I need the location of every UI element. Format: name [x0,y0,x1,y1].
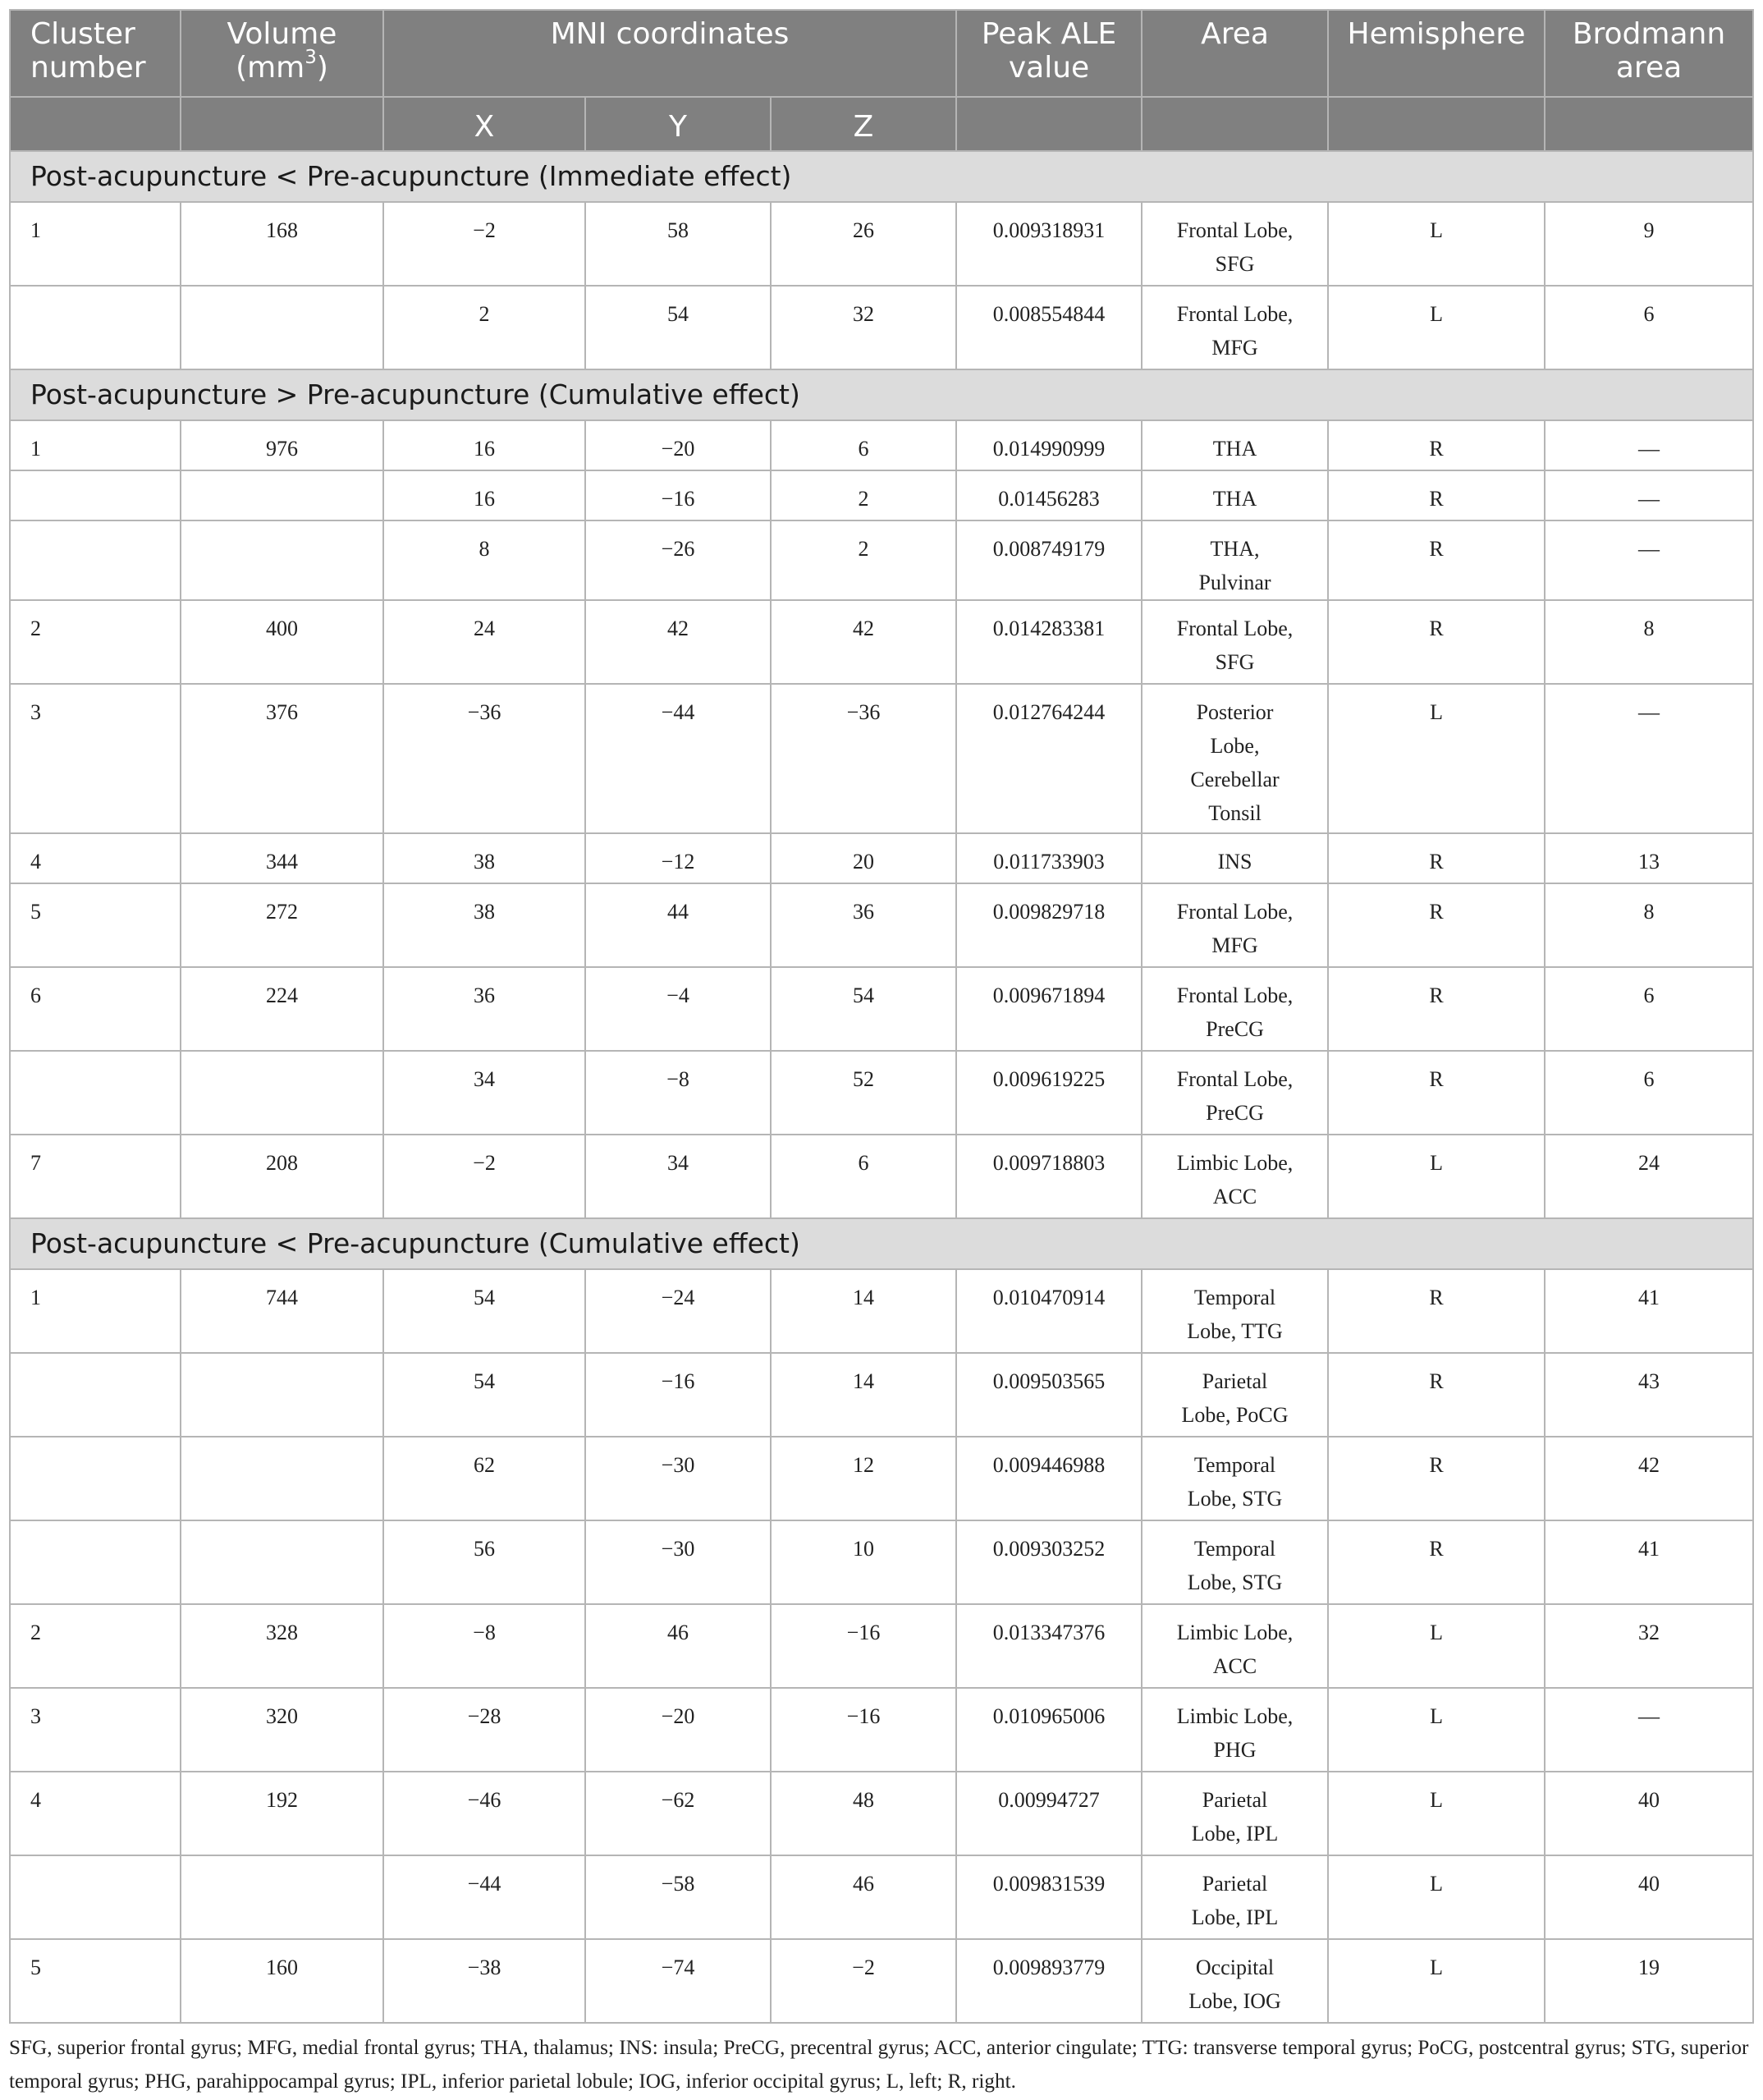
cell-hemisphere: R [1328,600,1545,684]
table-row [10,1772,1753,1855]
table-row [10,420,1753,470]
cell-volume [181,1353,383,1437]
cell-hemisphere: R [1328,1269,1545,1353]
table-row [10,600,1753,684]
cell-peak-ale: 0.010470914 [956,1269,1142,1353]
cell-area: Temporal Lobe, STG [1142,1520,1328,1604]
cell-area: Limbic Lobe, PHG [1142,1688,1328,1772]
header-blank-cell [1142,97,1328,151]
cell-volume: 344 [181,833,383,883]
cell-y: 44 [585,883,771,967]
cell-cluster-number: 2 [10,600,181,684]
cell-z: 2 [771,470,956,520]
cell-area: Frontal Lobe, SFG [1142,600,1328,684]
cell-x: 38 [383,883,585,967]
cell-volume [181,1051,383,1135]
cell-hemisphere: L [1328,1772,1545,1855]
table-row [10,1604,1753,1688]
cell-area: THA [1142,470,1328,520]
section-header-row [10,369,1753,420]
cell-cluster-number: 3 [10,1688,181,1772]
cell-hemisphere: R [1328,967,1545,1051]
cell-brodmann-area: 8 [1545,883,1753,967]
cell-hemisphere: R [1328,470,1545,520]
section-header-row [10,1218,1753,1269]
cell-y: −8 [585,1051,771,1135]
cell-peak-ale: 0.009318931 [956,202,1142,286]
cell-peak-ale: 0.009619225 [956,1051,1142,1135]
header-volume-close: ) [316,51,328,85]
cell-z: −16 [771,1688,956,1772]
cell-volume: 744 [181,1269,383,1353]
cell-peak-ale: 0.011733903 [956,833,1142,883]
cell-brodmann-area: 32 [1545,1604,1753,1688]
header-area: Area [1142,10,1328,97]
cell-y: −20 [585,420,771,470]
cell-x: −36 [383,684,585,833]
cell-z: 42 [771,600,956,684]
cell-brodmann-area: 13 [1545,833,1753,883]
cell-z: −36 [771,684,956,833]
table-row [10,520,1753,600]
cell-peak-ale: 0.014990999 [956,420,1142,470]
cell-area: Parietal Lobe, IPL [1142,1855,1328,1939]
cell-brodmann-area: 6 [1545,286,1753,369]
cell-peak-ale: 0.009303252 [956,1520,1142,1604]
table-row [10,1353,1753,1437]
cell-z: 36 [771,883,956,967]
cell-y: −12 [585,833,771,883]
cell-z: 48 [771,1772,956,1855]
cell-brodmann-area: 43 [1545,1353,1753,1437]
cell-z: 2 [771,520,956,600]
cell-volume [181,470,383,520]
cell-peak-ale: 0.013347376 [956,1604,1142,1688]
cell-hemisphere: L [1328,202,1545,286]
cell-peak-ale: 0.009446988 [956,1437,1142,1520]
header-x: X [383,97,585,151]
cell-y: −20 [585,1688,771,1772]
cell-peak-ale: 0.009831539 [956,1855,1142,1939]
cell-x: −46 [383,1772,585,1855]
cell-brodmann-area: 41 [1545,1269,1753,1353]
cell-area: Parietal Lobe, IPL [1142,1772,1328,1855]
cell-brodmann-area: 6 [1545,1051,1753,1135]
results-table-container [9,9,1752,2024]
cell-volume: 376 [181,684,383,833]
cell-area: Limbic Lobe, ACC [1142,1135,1328,1218]
cell-volume: 328 [181,1604,383,1688]
cell-cluster-number [10,470,181,520]
cell-z: −2 [771,1939,956,2023]
header-volume-label: Volume (mm [227,17,337,85]
cell-brodmann-area: — [1545,520,1753,600]
cell-brodmann-area: 40 [1545,1772,1753,1855]
cell-area: Posterior Lobe, Cerebellar Tonsil [1142,684,1328,833]
cell-x: 2 [383,286,585,369]
cell-peak-ale: 0.010965006 [956,1688,1142,1772]
header-blank-cell [1328,97,1545,151]
cell-z: 14 [771,1353,956,1437]
table-row [10,684,1753,833]
header-blank-cell [10,97,181,151]
cell-y: 54 [585,286,771,369]
cell-area: Limbic Lobe, ACC [1142,1604,1328,1688]
cell-peak-ale: 0.009503565 [956,1353,1142,1437]
cell-x: 24 [383,600,585,684]
table-row [10,1520,1753,1604]
cell-cluster-number: 5 [10,883,181,967]
cell-volume: 168 [181,202,383,286]
cell-volume [181,286,383,369]
cell-hemisphere: R [1328,1051,1545,1135]
cell-cluster-number: 3 [10,684,181,833]
table-row [10,1855,1753,1939]
table-row [10,470,1753,520]
cell-brodmann-area: 40 [1545,1855,1753,1939]
cell-hemisphere: L [1328,684,1545,833]
cell-brodmann-area: — [1545,470,1753,520]
cell-z: −16 [771,1604,956,1688]
cell-x: 38 [383,833,585,883]
cell-area: Temporal Lobe, STG [1142,1437,1328,1520]
cell-peak-ale: 0.009671894 [956,967,1142,1051]
cell-y: −58 [585,1855,771,1939]
cell-x: 54 [383,1353,585,1437]
cell-volume: 224 [181,967,383,1051]
table-body [10,151,1753,2023]
header-mni-coordinates: MNI coordinates [383,10,956,97]
cell-brodmann-area: 19 [1545,1939,1753,2023]
cell-volume: 976 [181,420,383,470]
header-y: Y [585,97,771,151]
section-header-row [10,151,1753,202]
cell-volume [181,1520,383,1604]
cell-hemisphere: L [1328,1688,1545,1772]
header-cluster-number: Cluster number [10,10,181,97]
cell-y: 58 [585,202,771,286]
cell-cluster-number: 1 [10,420,181,470]
header-blank-cell [181,97,383,151]
cell-z: 32 [771,286,956,369]
cell-volume: 272 [181,883,383,967]
cell-volume [181,1855,383,1939]
cell-hemisphere: L [1328,1135,1545,1218]
cell-x: −2 [383,1135,585,1218]
cell-y: −74 [585,1939,771,2023]
cell-x: −2 [383,202,585,286]
cell-peak-ale: 0.01456283 [956,470,1142,520]
cell-cluster-number: 1 [10,202,181,286]
cell-cluster-number [10,1520,181,1604]
cell-peak-ale: 0.008749179 [956,520,1142,600]
cell-peak-ale: 0.009718803 [956,1135,1142,1218]
cell-area: Frontal Lobe, MFG [1142,286,1328,369]
cell-cluster-number [10,1051,181,1135]
cell-brodmann-area: 6 [1545,967,1753,1051]
cell-area: INS [1142,833,1328,883]
table-row [10,286,1753,369]
table-row [10,833,1753,883]
header-peak-ale: Peak ALE value [956,10,1142,97]
cell-area: Temporal Lobe, TTG [1142,1269,1328,1353]
cell-brodmann-area: 9 [1545,202,1753,286]
cell-x: 16 [383,420,585,470]
cell-area: Frontal Lobe, SFG [1142,202,1328,286]
cell-x: −8 [383,1604,585,1688]
cell-brodmann-area: 24 [1545,1135,1753,1218]
cell-brodmann-area: — [1545,420,1753,470]
section-title: Post-acupuncture < Pre-acupuncture (Immediate effect) [10,151,1753,202]
cell-x: 8 [383,520,585,600]
cell-area: Occipital Lobe, IOG [1142,1939,1328,2023]
cell-peak-ale: 0.00994727 [956,1772,1142,1855]
cell-z: 12 [771,1437,956,1520]
cell-y: −30 [585,1437,771,1520]
cell-x: 62 [383,1437,585,1520]
cell-area: Frontal Lobe, PreCG [1142,967,1328,1051]
cell-x: −44 [383,1855,585,1939]
cell-hemisphere: L [1328,1855,1545,1939]
header-volume [181,10,383,97]
cell-cluster-number [10,1353,181,1437]
table-footnote: SFG, superior frontal gyrus; MFG, medial frontal gyrus; THA, thalamus; INS: insula; PreCG, precentral gyrus; ACC, anterior cingulate; TTG: transverse temporal gyrus; PoCG, postcentral gyrus; STG, superior temporal gyrus; PHG, parahippocampal gyrus; IPL, inferior parietal lobule; IOG, inferior occipital gyrus; L, left; R, right. [9,2037,1749,2093]
cell-cluster-number [10,286,181,369]
cell-cluster-number [10,520,181,600]
cell-area: THA [1142,420,1328,470]
cell-y: −30 [585,1520,771,1604]
cell-x: 56 [383,1520,585,1604]
section-title: Post-acupuncture < Pre-acupuncture (Cumulative effect) [10,1218,1753,1269]
cell-peak-ale: 0.009893779 [956,1939,1142,2023]
cell-cluster-number: 2 [10,1604,181,1688]
header-volume-superscript: 3 [305,47,317,68]
cell-volume: 208 [181,1135,383,1218]
cell-y: −24 [585,1269,771,1353]
cell-peak-ale: 0.008554844 [956,286,1142,369]
table-row [10,1051,1753,1135]
cell-hemisphere: R [1328,1437,1545,1520]
cell-cluster-number: 1 [10,1269,181,1353]
cell-cluster-number [10,1437,181,1520]
header-brodmann-area: Brodmann area [1545,10,1753,97]
section-title: Post-acupuncture > Pre-acupuncture (Cumulative effect) [10,369,1753,420]
cell-y: −26 [585,520,771,600]
cell-z: 6 [771,420,956,470]
cell-area: Frontal Lobe, PreCG [1142,1051,1328,1135]
table-row [10,202,1753,286]
cell-x: 34 [383,1051,585,1135]
cell-volume: 160 [181,1939,383,2023]
cell-y: −4 [585,967,771,1051]
header-z: Z [771,97,956,151]
ale-results-table [9,9,1754,2024]
table-header [10,10,1753,151]
table-row [10,883,1753,967]
header-hemisphere: Hemisphere [1328,10,1545,97]
cell-area: Parietal Lobe, PoCG [1142,1353,1328,1437]
cell-brodmann-area: 42 [1545,1437,1753,1520]
cell-z: 20 [771,833,956,883]
cell-z: 10 [771,1520,956,1604]
cell-area: THA, Pulvinar [1142,520,1328,600]
table-row [10,1437,1753,1520]
cell-area: Frontal Lobe, MFG [1142,883,1328,967]
cell-brodmann-area: 8 [1545,600,1753,684]
cell-hemisphere: L [1328,1939,1545,2023]
header-blank-cell [956,97,1142,151]
cell-x: −38 [383,1939,585,2023]
cell-peak-ale: 0.014283381 [956,600,1142,684]
cell-hemisphere: R [1328,1353,1545,1437]
cell-y: −16 [585,1353,771,1437]
header-blank-cell [1545,97,1753,151]
cell-hemisphere: L [1328,1604,1545,1688]
cell-y: −62 [585,1772,771,1855]
cell-brodmann-area: 41 [1545,1520,1753,1604]
cell-hemisphere: R [1328,1520,1545,1604]
cell-volume: 320 [181,1688,383,1772]
cell-z: 6 [771,1135,956,1218]
cell-z: 52 [771,1051,956,1135]
cell-z: 14 [771,1269,956,1353]
cell-cluster-number: 7 [10,1135,181,1218]
cell-hemisphere: L [1328,286,1545,369]
cell-x: 16 [383,470,585,520]
table-row [10,1688,1753,1772]
cell-cluster-number: 4 [10,1772,181,1855]
cell-x: 36 [383,967,585,1051]
cell-y: −44 [585,684,771,833]
cell-y: 42 [585,600,771,684]
cell-x: 54 [383,1269,585,1353]
cell-volume [181,520,383,600]
cell-z: 54 [771,967,956,1051]
cell-cluster-number [10,1855,181,1939]
table-row [10,1939,1753,2023]
cell-y: 34 [585,1135,771,1218]
cell-volume: 192 [181,1772,383,1855]
table-row [10,967,1753,1051]
cell-y: 46 [585,1604,771,1688]
cell-cluster-number: 6 [10,967,181,1051]
cell-cluster-number: 4 [10,833,181,883]
cell-z: 46 [771,1855,956,1939]
cell-hemisphere: R [1328,883,1545,967]
cell-y: −16 [585,470,771,520]
cell-brodmann-area: — [1545,684,1753,833]
cell-volume: 400 [181,600,383,684]
cell-hemisphere: R [1328,420,1545,470]
table-row [10,1135,1753,1218]
cell-x: −28 [383,1688,585,1772]
cell-peak-ale: 0.009829718 [956,883,1142,967]
cell-peak-ale: 0.012764244 [956,684,1142,833]
table-row [10,1269,1753,1353]
cell-cluster-number: 5 [10,1939,181,2023]
cell-hemisphere: R [1328,520,1545,600]
cell-brodmann-area: — [1545,1688,1753,1772]
cell-hemisphere: R [1328,833,1545,883]
cell-z: 26 [771,202,956,286]
cell-volume [181,1437,383,1520]
